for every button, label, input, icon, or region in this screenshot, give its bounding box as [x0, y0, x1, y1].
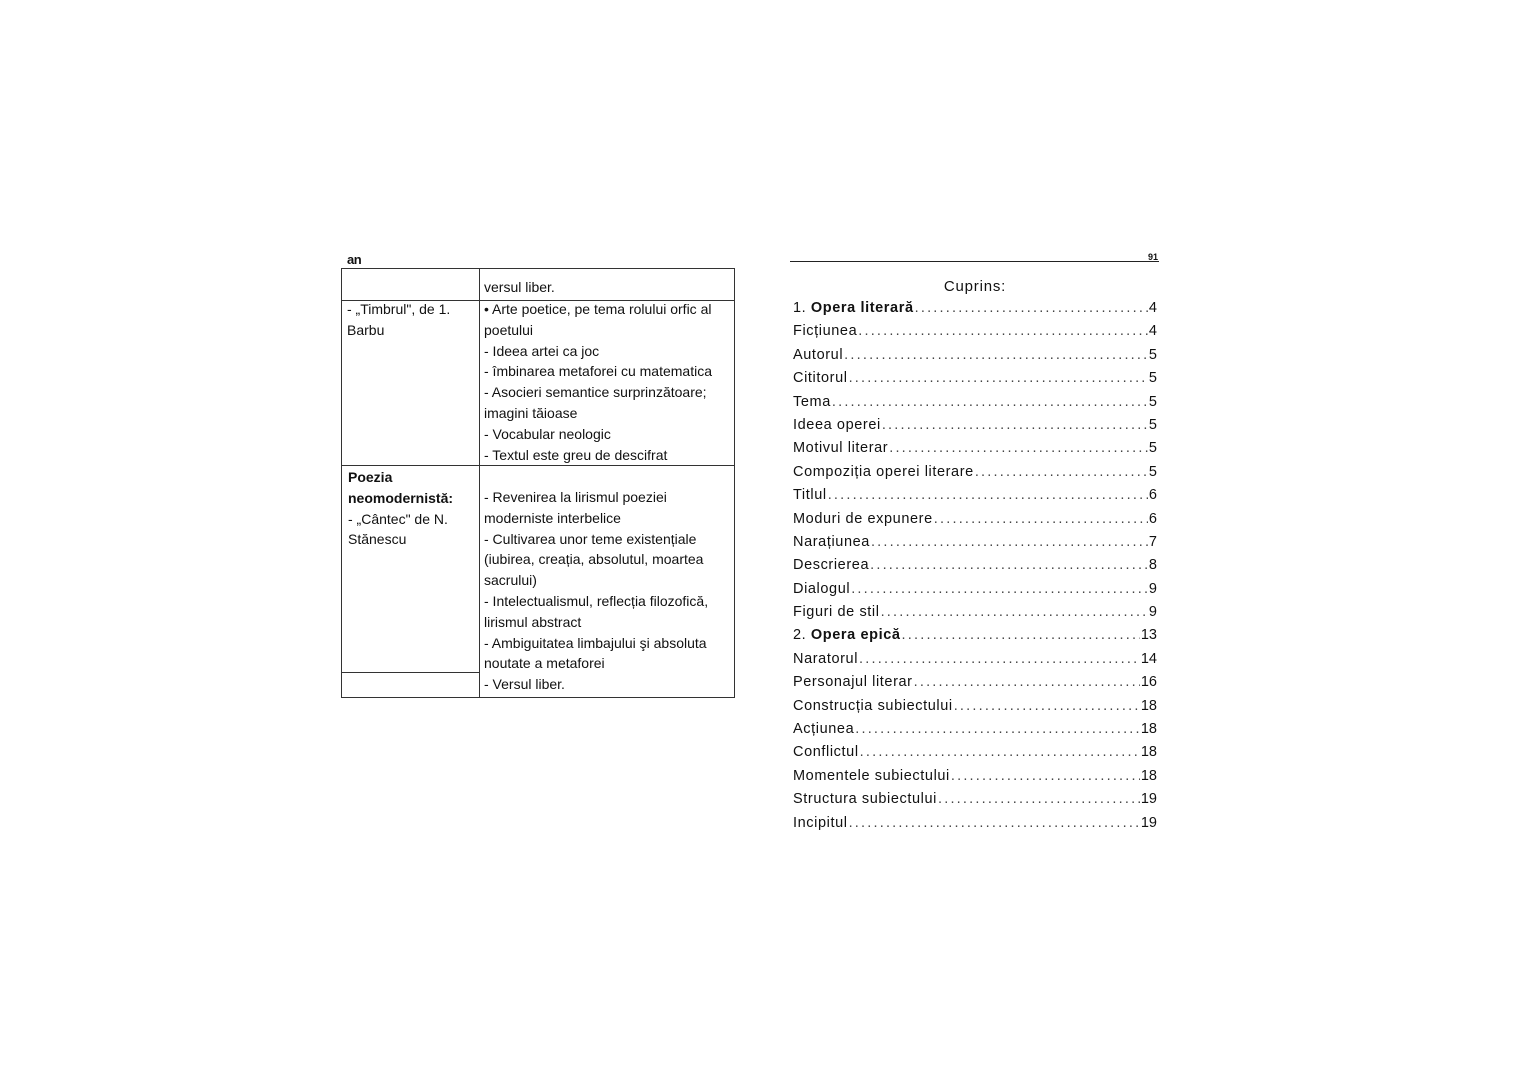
- toc-entry-label: [793, 417, 881, 433]
- table-cell-row2-col2: • Arte poetice, pe tema rolului orfic al poetului - Ideea artei ca joc - îmbinarea metaforei cu matematica - Asocieri semantice surprinzătoare; imagini tăioase - Vocabular neologic - Textul este greu de descifrat: [484, 301, 712, 463]
- toc-entry-label: [793, 440, 888, 456]
- toc-leader-dots: [832, 394, 1148, 410]
- toc-entry-text: Dialogul: [793, 580, 851, 597]
- toc-entry-page: 9: [1148, 580, 1157, 597]
- toc-leader-dots: [889, 440, 1148, 456]
- toc-entry-page: 5: [1148, 440, 1157, 457]
- toc-leader-dots: [938, 791, 1140, 807]
- toc-entry: [793, 300, 1157, 323]
- toc-entry-label: [793, 815, 848, 831]
- toc-entry-text: Ficțiunea: [793, 323, 858, 340]
- toc-entry: [793, 440, 1157, 463]
- toc-entry: [793, 557, 1157, 580]
- toc-leader-dots: [851, 581, 1148, 597]
- toc-entry: [793, 651, 1157, 674]
- toc-entry-page: 5: [1148, 370, 1157, 387]
- toc-entry-page: 14: [1140, 650, 1157, 667]
- toc-entry-label: [793, 347, 843, 363]
- toc-entry-page: 5: [1148, 416, 1157, 433]
- table-column-divider: [479, 269, 480, 697]
- toc-entry: [793, 721, 1157, 744]
- toc-entry-page: 6: [1148, 487, 1157, 504]
- toc-entry-text: Narațiunea: [793, 533, 870, 550]
- toc-leader-dots: [859, 651, 1140, 667]
- toc-entry-label: [793, 370, 848, 386]
- toc-entry-page: 16: [1140, 674, 1157, 691]
- toc-leader-dots: [881, 604, 1148, 620]
- toc-leader-dots: [954, 698, 1140, 714]
- table-of-contents: [793, 300, 1157, 838]
- toc-entry-number: 1.: [793, 300, 811, 316]
- toc-leader-dots: [934, 511, 1148, 527]
- toc-leader-dots: [860, 744, 1140, 760]
- toc-entry-text: Acțiunea: [793, 721, 855, 738]
- toc-entry-text: Opera literară: [810, 300, 914, 316]
- toc-entry-text: Ideea operei: [793, 416, 881, 433]
- toc-entry-label: [793, 721, 854, 737]
- toc-leader-dots: [915, 300, 1148, 316]
- toc-entry-label: [793, 744, 859, 760]
- toc-entry: [793, 511, 1157, 534]
- toc-leader-dots: [882, 417, 1148, 433]
- toc-entry-text: Opera epică: [810, 627, 901, 644]
- toc-entry-page: 4: [1148, 323, 1157, 340]
- toc-entry: [793, 744, 1157, 767]
- toc-leader-dots: [844, 347, 1148, 363]
- header-rule: [790, 261, 1159, 262]
- toc-entry-label: [793, 511, 933, 527]
- toc-entry-text: Momentele subiectului: [793, 767, 950, 784]
- comparison-table: [341, 268, 735, 698]
- toc-entry: [793, 698, 1157, 721]
- toc-leader-dots: [870, 557, 1148, 573]
- toc-entry: [793, 487, 1157, 510]
- toc-leader-dots: [828, 487, 1148, 503]
- toc-entry-label: [793, 604, 880, 620]
- toc-title: Cuprins:: [943, 278, 1007, 295]
- toc-entry: [793, 791, 1157, 814]
- toc-entry-label: [793, 300, 914, 316]
- toc-entry-text: Construcția subiectului: [793, 697, 953, 714]
- toc-entry-page: 5: [1148, 393, 1157, 410]
- toc-entry-text: Titlul: [793, 487, 827, 504]
- toc-entry-label: [793, 534, 870, 550]
- toc-entry-text: Incipitul: [793, 814, 848, 831]
- toc-entry-label: [793, 487, 827, 503]
- toc-entry-text: Autorul: [793, 346, 844, 363]
- toc-leader-dots: [951, 768, 1140, 784]
- toc-entry-page: 7: [1148, 533, 1157, 550]
- toc-entry-page: 18: [1140, 721, 1157, 738]
- toc-entry: [793, 417, 1157, 440]
- toc-entry-text: Tema: [793, 393, 831, 410]
- table-cell-row3-col1: Poezia neomodernistă: - „Cântec" de N. Stănescu: [348, 469, 454, 548]
- toc-entry-page: 5: [1148, 463, 1157, 480]
- toc-entry-page: 18: [1140, 767, 1157, 784]
- toc-entry-page: 13: [1140, 627, 1157, 644]
- toc-entry: [793, 627, 1157, 650]
- toc-entry: [793, 604, 1157, 627]
- table-row-divider: [342, 672, 479, 673]
- table-cell-row3-col2: - Revenirea la lirismul poeziei moderniste interbelice - Cultivarea unor teme existențiale (iubirea, creația, absolutul, moartea sacrului) - Intelectualismul, reflecția filozofică, lirismul abstract - Ambiguitatea limbajului şi absoluta noutate a metaforei - Versul liber.: [484, 489, 709, 693]
- toc-entry-label: [793, 627, 901, 643]
- toc-leader-dots: [858, 323, 1148, 339]
- running-header: an: [347, 252, 362, 267]
- toc-entry-text: Naratorul: [793, 650, 859, 667]
- toc-leader-dots: [849, 370, 1148, 386]
- toc-entry-label: [793, 674, 913, 690]
- toc-entry-page: 18: [1140, 744, 1157, 761]
- toc-entry-label: [793, 394, 831, 410]
- toc-entry-label: [793, 323, 857, 339]
- table-cell-row1-col2: versul liber.: [484, 279, 555, 295]
- toc-entry-label: [793, 768, 950, 784]
- toc-entry: [793, 370, 1157, 393]
- toc-entry-text: Descrierea: [793, 557, 870, 574]
- toc-entry-text: Personajul literar: [793, 674, 913, 691]
- toc-entry-text: Compoziția operei literare: [793, 463, 974, 480]
- toc-entry-label: [793, 651, 858, 667]
- toc-entry: [793, 581, 1157, 604]
- toc-leader-dots: [975, 464, 1148, 480]
- toc-entry-text: Motivul literar: [793, 440, 889, 457]
- toc-entry-number: 2.: [793, 627, 811, 644]
- toc-entry-page: 19: [1140, 791, 1157, 808]
- toc-entry: [793, 674, 1157, 697]
- toc-entry-label: [793, 557, 869, 573]
- toc-entry-text: Conflictul: [793, 744, 859, 761]
- toc-leader-dots: [914, 674, 1140, 690]
- toc-entry-label: [793, 698, 953, 714]
- toc-leader-dots: [902, 627, 1140, 643]
- toc-leader-dots: [849, 815, 1140, 831]
- toc-entry-page: 6: [1148, 510, 1157, 527]
- toc-entry: [793, 464, 1157, 487]
- toc-entry-label: [793, 581, 850, 597]
- table-cell-row2-col1: - „Timbrul", de 1. Barbu: [347, 301, 451, 338]
- toc-leader-dots: [871, 534, 1148, 550]
- toc-entry: [793, 768, 1157, 791]
- page-number: 91: [1148, 252, 1159, 262]
- toc-leader-dots: [855, 721, 1140, 737]
- toc-entry: [793, 323, 1157, 346]
- toc-entry-page: 4: [1148, 300, 1157, 316]
- toc-entry: [793, 347, 1157, 370]
- toc-entry-page: 18: [1140, 697, 1157, 714]
- toc-entry-text: Cititorul: [793, 370, 848, 387]
- toc-entry-page: 8: [1148, 557, 1157, 574]
- toc-entry: [793, 394, 1157, 417]
- toc-entry-label: [793, 464, 974, 480]
- toc-entry: [793, 815, 1157, 838]
- toc-entry: [793, 534, 1157, 557]
- toc-entry-label: [793, 791, 937, 807]
- toc-entry-page: 19: [1140, 814, 1157, 831]
- toc-entry-page: 9: [1148, 604, 1157, 621]
- toc-entry-page: 5: [1148, 346, 1157, 363]
- toc-entry-text: Figuri de stil: [793, 604, 880, 621]
- toc-entry-text: Structura subiectului: [793, 791, 937, 808]
- toc-entry-text: Moduri de expunere: [793, 510, 933, 527]
